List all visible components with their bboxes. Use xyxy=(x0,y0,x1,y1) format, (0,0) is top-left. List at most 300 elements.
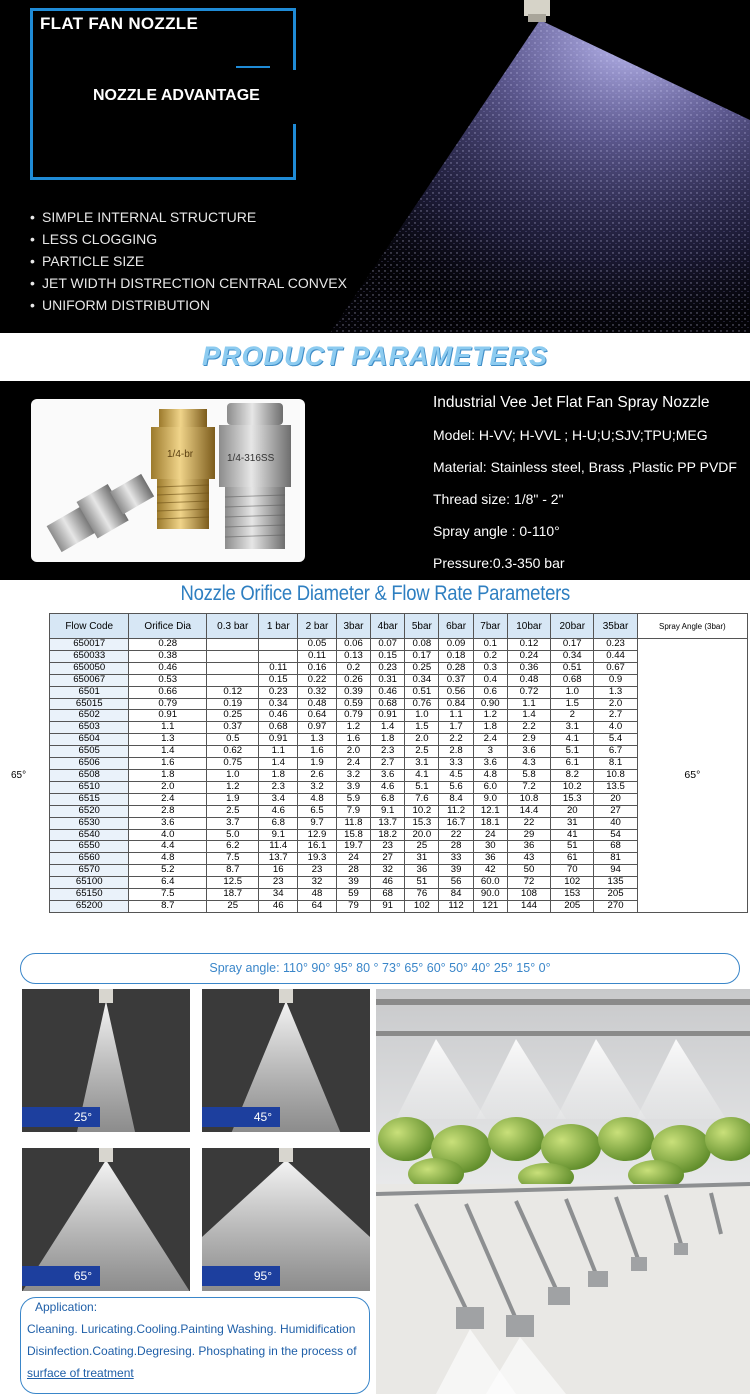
table-cell: 22 xyxy=(439,829,473,841)
table-cell: 41 xyxy=(551,829,594,841)
angle-label: 65° xyxy=(22,1266,100,1286)
table-cell: 0.51 xyxy=(551,662,594,674)
table-cell: 84 xyxy=(439,889,473,901)
table-cell: 24 xyxy=(336,853,370,865)
table-cell: 108 xyxy=(507,889,550,901)
feature-list xyxy=(30,206,347,316)
table-cell: 46 xyxy=(371,877,405,889)
table-cell xyxy=(207,639,259,651)
table-cell: 0.12 xyxy=(207,686,259,698)
table-cell: 18.2 xyxy=(371,829,405,841)
table-cell: 7.5 xyxy=(207,853,259,865)
table-cell: 2.0 xyxy=(405,734,439,746)
table-cell: 18.1 xyxy=(473,817,507,829)
table-cell: 2.3 xyxy=(259,781,298,793)
table-cell: 144 xyxy=(507,900,550,912)
table-cell: 4.1 xyxy=(405,769,439,781)
table-cell: 36 xyxy=(473,853,507,865)
table-cell: 6.8 xyxy=(259,817,298,829)
application-title: Application: xyxy=(35,1300,98,1314)
table-cell: 0.18 xyxy=(439,650,473,662)
table-cell: 15.3 xyxy=(405,817,439,829)
table-cell: 1.4 xyxy=(371,722,405,734)
angle-label: 95° xyxy=(202,1266,280,1286)
spray-angle-list: Spray angle: 110° 90° 95° 80 ° 73° 65° 60° 50° 40° 25° 15° 0° xyxy=(20,953,740,984)
flow-code-cell: 65150 xyxy=(50,889,129,901)
table-cell: 4.0 xyxy=(129,829,207,841)
table-cell: 1.1 xyxy=(439,710,473,722)
table-cell: 31 xyxy=(551,817,594,829)
table-cell: 16 xyxy=(259,865,298,877)
table-cell: 1.0 xyxy=(207,769,259,781)
flow-code-cell: 650050 xyxy=(50,662,129,674)
table-cell: 2.9 xyxy=(507,734,550,746)
page-title: FLAT FAN NOZZLE xyxy=(40,14,199,33)
table-cell: 0.07 xyxy=(371,639,405,651)
table-cell: 25 xyxy=(207,900,259,912)
table-cell: 0.79 xyxy=(129,698,207,710)
table-cell: 0.46 xyxy=(371,686,405,698)
table-cell: 23 xyxy=(298,865,337,877)
table-cell: 1.3 xyxy=(298,734,337,746)
flow-code-cell: 6506 xyxy=(50,758,129,770)
table-cell: 91 xyxy=(371,900,405,912)
table-cell: 7.2 xyxy=(507,781,550,793)
table-cell: 0.23 xyxy=(371,662,405,674)
table-cell: 0.76 xyxy=(405,698,439,710)
table-cell: 2.3 xyxy=(371,746,405,758)
table-cell: 1.2 xyxy=(207,781,259,793)
flow-code-cell: 6520 xyxy=(50,805,129,817)
spec-model: Model: H-VV; H-VVL ; H-U;U;SJV;TPU;MEG xyxy=(433,427,708,443)
table-cell: 0.05 xyxy=(298,639,337,651)
table-cell: 0.25 xyxy=(207,710,259,722)
table-cell: 29 xyxy=(507,829,550,841)
table-cell: 34 xyxy=(259,889,298,901)
table-cell: 0.68 xyxy=(551,674,594,686)
flow-code-cell: 650033 xyxy=(50,650,129,662)
table-cell: 79 xyxy=(336,900,370,912)
table-cell: 48 xyxy=(298,889,337,901)
table-cell: 1.5 xyxy=(405,722,439,734)
table-cell: 0.23 xyxy=(594,639,637,651)
table-cell: 7.6 xyxy=(405,793,439,805)
table-cell: 1.8 xyxy=(129,769,207,781)
table-cell: 1.0 xyxy=(405,710,439,722)
steel-stamp: 1/4-316SS xyxy=(227,453,275,464)
table-header-cell: 3bar xyxy=(336,614,370,639)
table-cell: 3.6 xyxy=(129,817,207,829)
table-cell: 5.6 xyxy=(439,781,473,793)
table-cell: 4.6 xyxy=(371,781,405,793)
table-cell: 1.7 xyxy=(439,722,473,734)
table-cell: 31 xyxy=(405,853,439,865)
table-cell: 102 xyxy=(551,877,594,889)
table-cell: 0.67 xyxy=(594,662,637,674)
table-cell: 0.2 xyxy=(336,662,370,674)
table-cell: 27 xyxy=(594,805,637,817)
product-specs xyxy=(433,387,737,579)
table-cell: 6.1 xyxy=(551,758,594,770)
table-header-cell: 2 bar xyxy=(298,614,337,639)
table-cell: 9.1 xyxy=(371,805,405,817)
spec-spray-angle: Spray angle : 0-110° xyxy=(433,523,560,539)
hero-banner xyxy=(0,0,750,333)
table-body xyxy=(50,639,748,913)
table-cell: 5.4 xyxy=(594,734,637,746)
table-cell: 10.8 xyxy=(594,769,637,781)
table-cell: 23 xyxy=(259,877,298,889)
table-cell: 4.8 xyxy=(473,769,507,781)
table-cell: 13.5 xyxy=(594,781,637,793)
table-cell: 18.7 xyxy=(207,889,259,901)
table-cell: 20 xyxy=(551,805,594,817)
flow-code-cell: 6502 xyxy=(50,710,129,722)
flow-code-cell: 6560 xyxy=(50,853,129,865)
table-cell: 270 xyxy=(594,900,637,912)
table-cell: 0.62 xyxy=(207,746,259,758)
table-cell: 0.28 xyxy=(439,662,473,674)
table-cell: 60.0 xyxy=(473,877,507,889)
table-cell: 2.7 xyxy=(371,758,405,770)
table-cell: 0.25 xyxy=(405,662,439,674)
table-cell: 4.8 xyxy=(298,793,337,805)
feature-item: • PARTICLE SIZE xyxy=(30,253,145,269)
flow-code-cell: 6540 xyxy=(50,829,129,841)
table-cell: 0.26 xyxy=(336,674,370,686)
table-cell: 4.4 xyxy=(129,841,207,853)
table-cell: 11.2 xyxy=(439,805,473,817)
table-cell: 0.53 xyxy=(129,674,207,686)
header-spray-angle: Spray Angle (3bar) xyxy=(637,614,747,639)
table-cell: 16.1 xyxy=(298,841,337,853)
table-cell: 0.79 xyxy=(336,710,370,722)
table-cell: 15.8 xyxy=(336,829,370,841)
flow-code-cell: 65015 xyxy=(50,698,129,710)
table-cell: 6.2 xyxy=(207,841,259,853)
flow-code-cell: 65100 xyxy=(50,877,129,889)
table-header-cell: 6bar xyxy=(439,614,473,639)
angle-sample-tile xyxy=(22,1148,190,1291)
table-cell: 56 xyxy=(439,877,473,889)
table-cell: 32 xyxy=(298,877,337,889)
angle-sample-tile xyxy=(202,989,370,1132)
table-cell: 0.17 xyxy=(551,639,594,651)
table-cell: 11.4 xyxy=(259,841,298,853)
table-cell: 0.28 xyxy=(129,639,207,651)
table-cell: 16.7 xyxy=(439,817,473,829)
table-cell: 0.08 xyxy=(405,639,439,651)
table-cell: 2.8 xyxy=(439,746,473,758)
section-heading: PRODUCT PARAMETERS xyxy=(201,341,548,371)
table-cell: 32 xyxy=(371,865,405,877)
table-cell: 0.24 xyxy=(507,650,550,662)
application-line: Cleaning. Luricating.Cooling.Painting Washing. Humidification xyxy=(27,1322,356,1336)
table-cell: 2.5 xyxy=(207,805,259,817)
table-header-cell: Flow Code xyxy=(50,614,129,639)
table-cell: 4.8 xyxy=(129,853,207,865)
table-cell: 30 xyxy=(473,841,507,853)
table-cell: 2.0 xyxy=(129,781,207,793)
table-cell: 1.0 xyxy=(551,686,594,698)
nozzle-product-photo xyxy=(31,399,305,562)
table-cell: 0.9 xyxy=(594,674,637,686)
table-cell: 2.5 xyxy=(405,746,439,758)
table-cell: 40 xyxy=(594,817,637,829)
table-cell: 51 xyxy=(551,841,594,853)
table-cell: 10.8 xyxy=(507,793,550,805)
table-cell: 54 xyxy=(594,829,637,841)
flow-code-cell: 6510 xyxy=(50,781,129,793)
table-cell: 0.64 xyxy=(298,710,337,722)
application-line: surface of treatment xyxy=(27,1366,134,1380)
table-header-cell: Orifice Dia xyxy=(129,614,207,639)
table-cell: 4.3 xyxy=(507,758,550,770)
flow-rate-table xyxy=(49,613,748,913)
table-header-cell: 1 bar xyxy=(259,614,298,639)
table-cell: 5.2 xyxy=(129,865,207,877)
angle-sample-tile xyxy=(22,989,190,1132)
table-cell: 14.4 xyxy=(507,805,550,817)
table-cell: 12.9 xyxy=(298,829,337,841)
table-cell: 1.3 xyxy=(129,734,207,746)
table-cell: 102 xyxy=(405,900,439,912)
table-cell: 36 xyxy=(405,865,439,877)
table-cell: 0.44 xyxy=(594,650,637,662)
table-cell: 39 xyxy=(336,877,370,889)
table-cell: 0.91 xyxy=(259,734,298,746)
table-cell: 68 xyxy=(371,889,405,901)
table-cell: 3.3 xyxy=(439,758,473,770)
table-cell: 0.56 xyxy=(439,686,473,698)
table-cell: 2.0 xyxy=(336,746,370,758)
table-cell: 24 xyxy=(473,829,507,841)
table-cell: 1.1 xyxy=(507,698,550,710)
table-cell: 20.0 xyxy=(405,829,439,841)
flow-table-title: Nozzle Orifice Diameter & Flow Rate Parameters xyxy=(180,582,570,605)
table-cell: 0.91 xyxy=(129,710,207,722)
table-cell: 13.7 xyxy=(259,853,298,865)
table-cell: 0.37 xyxy=(207,722,259,734)
table-cell: 1.6 xyxy=(129,758,207,770)
table-cell: 42 xyxy=(473,865,507,877)
table-cell: 0.15 xyxy=(259,674,298,686)
table-cell: 70 xyxy=(551,865,594,877)
table-cell: 153 xyxy=(551,889,594,901)
table-cell: 20 xyxy=(594,793,637,805)
table-cell: 22 xyxy=(507,817,550,829)
table-cell: 0.32 xyxy=(298,686,337,698)
table-cell: 8.2 xyxy=(551,769,594,781)
product-name: Industrial Vee Jet Flat Fan Spray Nozzle xyxy=(433,394,710,411)
table-cell: 7.5 xyxy=(129,889,207,901)
feature-item: • SIMPLE INTERNAL STRUCTURE xyxy=(30,209,257,225)
table-cell: 0.09 xyxy=(439,639,473,651)
flow-code-cell: 6501 xyxy=(50,686,129,698)
table-cell: 6.0 xyxy=(473,781,507,793)
table-cell: 6.8 xyxy=(371,793,405,805)
table-cell: 3.1 xyxy=(405,758,439,770)
table-header-cell: 4bar xyxy=(371,614,405,639)
spec-material: Material: Stainless steel, Brass ,Plastic PP PVDF xyxy=(433,459,737,475)
table-cell: 3.6 xyxy=(473,758,507,770)
table-cell: 25 xyxy=(405,841,439,853)
application-line: Disinfection.Coating.Degresing. Phosphating in the process of xyxy=(27,1344,357,1358)
table-cell: 0.59 xyxy=(336,698,370,710)
table-cell xyxy=(207,650,259,662)
table-cell: 3 xyxy=(473,746,507,758)
table-cell: 11.8 xyxy=(336,817,370,829)
table-cell: 4.0 xyxy=(594,722,637,734)
table-cell: 5.8 xyxy=(507,769,550,781)
table-cell: 0.19 xyxy=(207,698,259,710)
table-cell: 0.97 xyxy=(298,722,337,734)
table-cell: 1.9 xyxy=(298,758,337,770)
table-cell: 1.1 xyxy=(259,746,298,758)
table-cell: 36 xyxy=(507,841,550,853)
table-cell: 12.1 xyxy=(473,805,507,817)
table-header-cell: 10bar xyxy=(507,614,550,639)
table-cell: 5.1 xyxy=(405,781,439,793)
table-cell: 2.7 xyxy=(594,710,637,722)
table-cell xyxy=(259,639,298,651)
table-cell: 2.8 xyxy=(129,805,207,817)
spec-thread-size: Thread size: 1/8" - 2" xyxy=(433,491,564,507)
table-cell: 0.48 xyxy=(507,674,550,686)
flow-code-cell: 6503 xyxy=(50,722,129,734)
table-cell: 15.3 xyxy=(551,793,594,805)
application-box xyxy=(20,1297,370,1394)
table-cell: 0.46 xyxy=(259,710,298,722)
table-cell: 1.8 xyxy=(473,722,507,734)
table-cell: 1.4 xyxy=(129,746,207,758)
table-cell: 4.6 xyxy=(259,805,298,817)
table-cell: 72 xyxy=(507,877,550,889)
flow-code-cell: 6508 xyxy=(50,769,129,781)
spray-angle-cell: 65° xyxy=(637,639,747,913)
table-cell: 19.3 xyxy=(298,853,337,865)
table-cell: 0.13 xyxy=(336,650,370,662)
table-header-cell: 7bar xyxy=(473,614,507,639)
table-cell: 2.2 xyxy=(439,734,473,746)
flow-code-cell: 650067 xyxy=(50,674,129,686)
table-cell: 3.2 xyxy=(336,769,370,781)
table-cell: 28 xyxy=(336,865,370,877)
table-cell: 1.3 xyxy=(594,686,637,698)
table-cell: 2.2 xyxy=(507,722,550,734)
table-cell: 0.16 xyxy=(298,662,337,674)
table-cell: 43 xyxy=(507,853,550,865)
table-cell: 33 xyxy=(439,853,473,865)
table-cell: 3.1 xyxy=(551,722,594,734)
product-parameters-heading xyxy=(0,333,750,381)
brass-stamp: 1/4-br xyxy=(167,449,194,460)
table-cell: 0.91 xyxy=(371,710,405,722)
table-cell: 0.46 xyxy=(129,662,207,674)
table-cell: 6.7 xyxy=(594,746,637,758)
table-cell: 4.1 xyxy=(551,734,594,746)
frame-accent-line xyxy=(236,66,270,68)
flow-code-cell: 650017 xyxy=(50,639,129,651)
table-cell: 0.11 xyxy=(259,662,298,674)
table-cell: 205 xyxy=(594,889,637,901)
table-cell: 90.0 xyxy=(473,889,507,901)
table-cell: 68 xyxy=(594,841,637,853)
table-row xyxy=(50,639,748,651)
section-subtitle: NOZZLE ADVANTAGE xyxy=(93,87,260,104)
table-cell: 0.90 xyxy=(473,698,507,710)
table-cell: 135 xyxy=(594,877,637,889)
table-cell: 1.8 xyxy=(259,769,298,781)
table-cell: 27 xyxy=(371,853,405,865)
table-header-cell: 5bar xyxy=(405,614,439,639)
table-cell: 61 xyxy=(551,853,594,865)
table-cell: 0.48 xyxy=(298,698,337,710)
table-side-label: 65° xyxy=(11,770,27,781)
table-cell: 0.31 xyxy=(371,674,405,686)
table-cell: 0.34 xyxy=(405,674,439,686)
table-cell: 0.75 xyxy=(207,758,259,770)
table-cell: 3.9 xyxy=(336,781,370,793)
table-cell: 3.4 xyxy=(259,793,298,805)
table-cell: 0.17 xyxy=(405,650,439,662)
table-cell: 3.2 xyxy=(298,781,337,793)
table-cell: 112 xyxy=(439,900,473,912)
table-cell: 1.6 xyxy=(298,746,337,758)
table-cell: 0.34 xyxy=(259,698,298,710)
application-photo xyxy=(376,989,750,1394)
table-cell: 9.1 xyxy=(259,829,298,841)
table-header-cell: 20bar xyxy=(551,614,594,639)
table-cell: 0.2 xyxy=(473,650,507,662)
table-cell: 0.3 xyxy=(473,662,507,674)
flow-code-cell: 65200 xyxy=(50,900,129,912)
table-cell: 8.4 xyxy=(439,793,473,805)
table-cell: 5.0 xyxy=(207,829,259,841)
table-cell: 0.5 xyxy=(207,734,259,746)
table-cell: 1.2 xyxy=(336,722,370,734)
table-cell: 46 xyxy=(259,900,298,912)
table-cell: 59 xyxy=(336,889,370,901)
table-cell: 9.0 xyxy=(473,793,507,805)
table-cell: 3.6 xyxy=(507,746,550,758)
feature-item: • UNIFORM DISTRIBUTION xyxy=(30,297,210,313)
product-info-section xyxy=(0,381,750,580)
table-cell: 12.5 xyxy=(207,877,259,889)
table-cell: 19.7 xyxy=(336,841,370,853)
table-cell: 1.5 xyxy=(551,698,594,710)
angle-label: 45° xyxy=(202,1107,280,1127)
angle-sample-tile xyxy=(202,1148,370,1291)
table-cell: 8.7 xyxy=(207,865,259,877)
table-cell: 2 xyxy=(551,710,594,722)
table-cell: 0.68 xyxy=(371,698,405,710)
angle-label: 25° xyxy=(22,1107,100,1127)
table-cell: 0.37 xyxy=(439,674,473,686)
table-cell: 0.6 xyxy=(473,686,507,698)
table-cell: 0.15 xyxy=(371,650,405,662)
spec-pressure: Pressure:0.3-350 bar xyxy=(433,555,565,571)
table-cell: 0.06 xyxy=(336,639,370,651)
table-cell: 1.4 xyxy=(507,710,550,722)
table-cell: 121 xyxy=(473,900,507,912)
table-cell: 2.4 xyxy=(336,758,370,770)
table-cell: 2.4 xyxy=(129,793,207,805)
flow-code-cell: 6505 xyxy=(50,746,129,758)
table-cell: 50 xyxy=(507,865,550,877)
table-cell xyxy=(259,650,298,662)
flow-code-cell: 6515 xyxy=(50,793,129,805)
